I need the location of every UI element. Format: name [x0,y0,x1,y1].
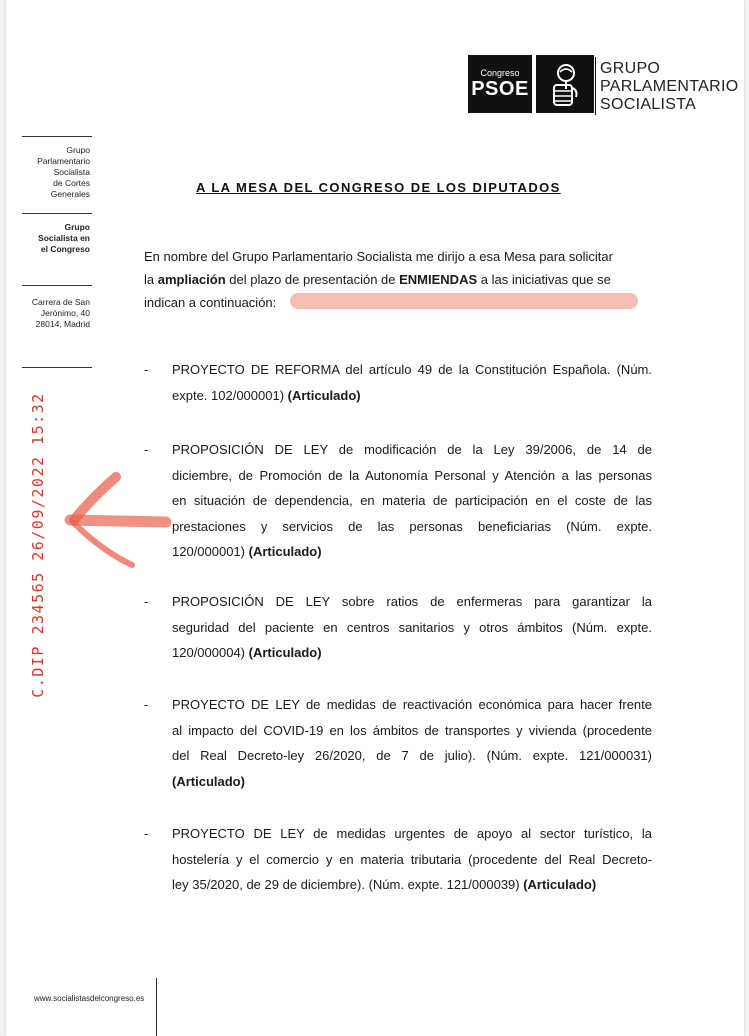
sidebar-rule [22,285,92,286]
registry-stamp [26,392,50,698]
sidebar-address: Carrera de San Jerónimo, 40 28014, Madrid [31,297,90,329]
congreso-psoe-logo [468,55,532,113]
document-title: A LA MESA DEL CONGRESO DE LOS DIPUTADOS [196,180,561,195]
intro-paragraph: En nombre del Grupo Parlamentario Socialista me dirijo a esa Mesa para solicitar la ampliación del plazo de presentación de ENMIENDAS a las iniciativas que se indican a continuación: [144,249,613,310]
group-name: GRUPO PARLAMENTARIO SOCIALISTA [600,60,739,113]
arrow-icon [56,465,186,575]
sidebar-rule [22,367,92,368]
sidebar-rule [22,213,92,214]
sidebar-group-congreso: Grupo Socialista en el Congreso [38,222,90,254]
sidebar-rule [22,136,92,137]
rose-fist-logo-icon [536,55,594,113]
logo-big-text: PSOE [471,78,529,100]
registry-stamp-text: C.DIP 234565 26/09/2022 15:32 [29,392,47,698]
logo-divider [595,57,596,115]
footer-rule [156,978,157,1036]
footer-website-link[interactable]: www.socialistasdelcongreso.es [34,994,145,1003]
sidebar-group-cortes: Grupo Parlamentario Socialista de Cortes Generales [37,145,90,199]
redaction-mark [290,293,638,309]
document-page: Congreso PSOE GRUPO PARLAMENTARIO SOCIALISTA Grupo Parlamentario Socialista de Cortes Generales Grupo Socialista en el Congreso Carrera de San Jerónimo, 40 28014, Madrid C.DIP 234565 26/09/2022 15:32 A LA MESA DEL CONGRESO DE LOS DIPUTADOS En nombre del Grupo Parlamentario Socialista me dirijo a esa Mesa para solicitar la ampliación del plazo de presentación de ENMIENDAS a las iniciativas que se indican a continuación: - PROYECTO DE REFORMA del artículo 49 de la Constitución Española. (Núm. expte. 102/000001) (Articulado) - PROPOSICIÓN DE LEY de modificación de la Ley 39/2006, de 14 de diciembre, de Promoción de la Autonomía Personal y Atención a las personas en situación de dependencia, en materia de participación en el coste de las prestaciones y servicios de las personas beneficiarias (Núm. expte. 120/000001) (Articulado) - PROPOSICIÓN DE LEY sobre ratios de enfermeras para garantizar la seguridad del paciente en centros sanitarios y otros ámbitos (Núm. expte. 120/000004) (Articulado) - PROYECTO DE LEY de medidas de reactivación económica para hacer frente al impacto del COVID-19 en los ámbitos de transportes y vivienda (procedente del Real Decreto-ley 26/2020, de 7 de julio). (Núm. expte. 121/000031) (Articulado) - PROYECTO DE LEY de medidas urgentes de apoyo al sector turístico, la hostelería y el comercio y en materia tributaria (procedente del Real Decreto- ley 35/2020, de 29 de diciembre). (Núm. expte. 121/000039) (Articulado) www.socialistasdelcongreso.es [6,0,744,1036]
logo-small-text: Congreso [480,68,520,78]
